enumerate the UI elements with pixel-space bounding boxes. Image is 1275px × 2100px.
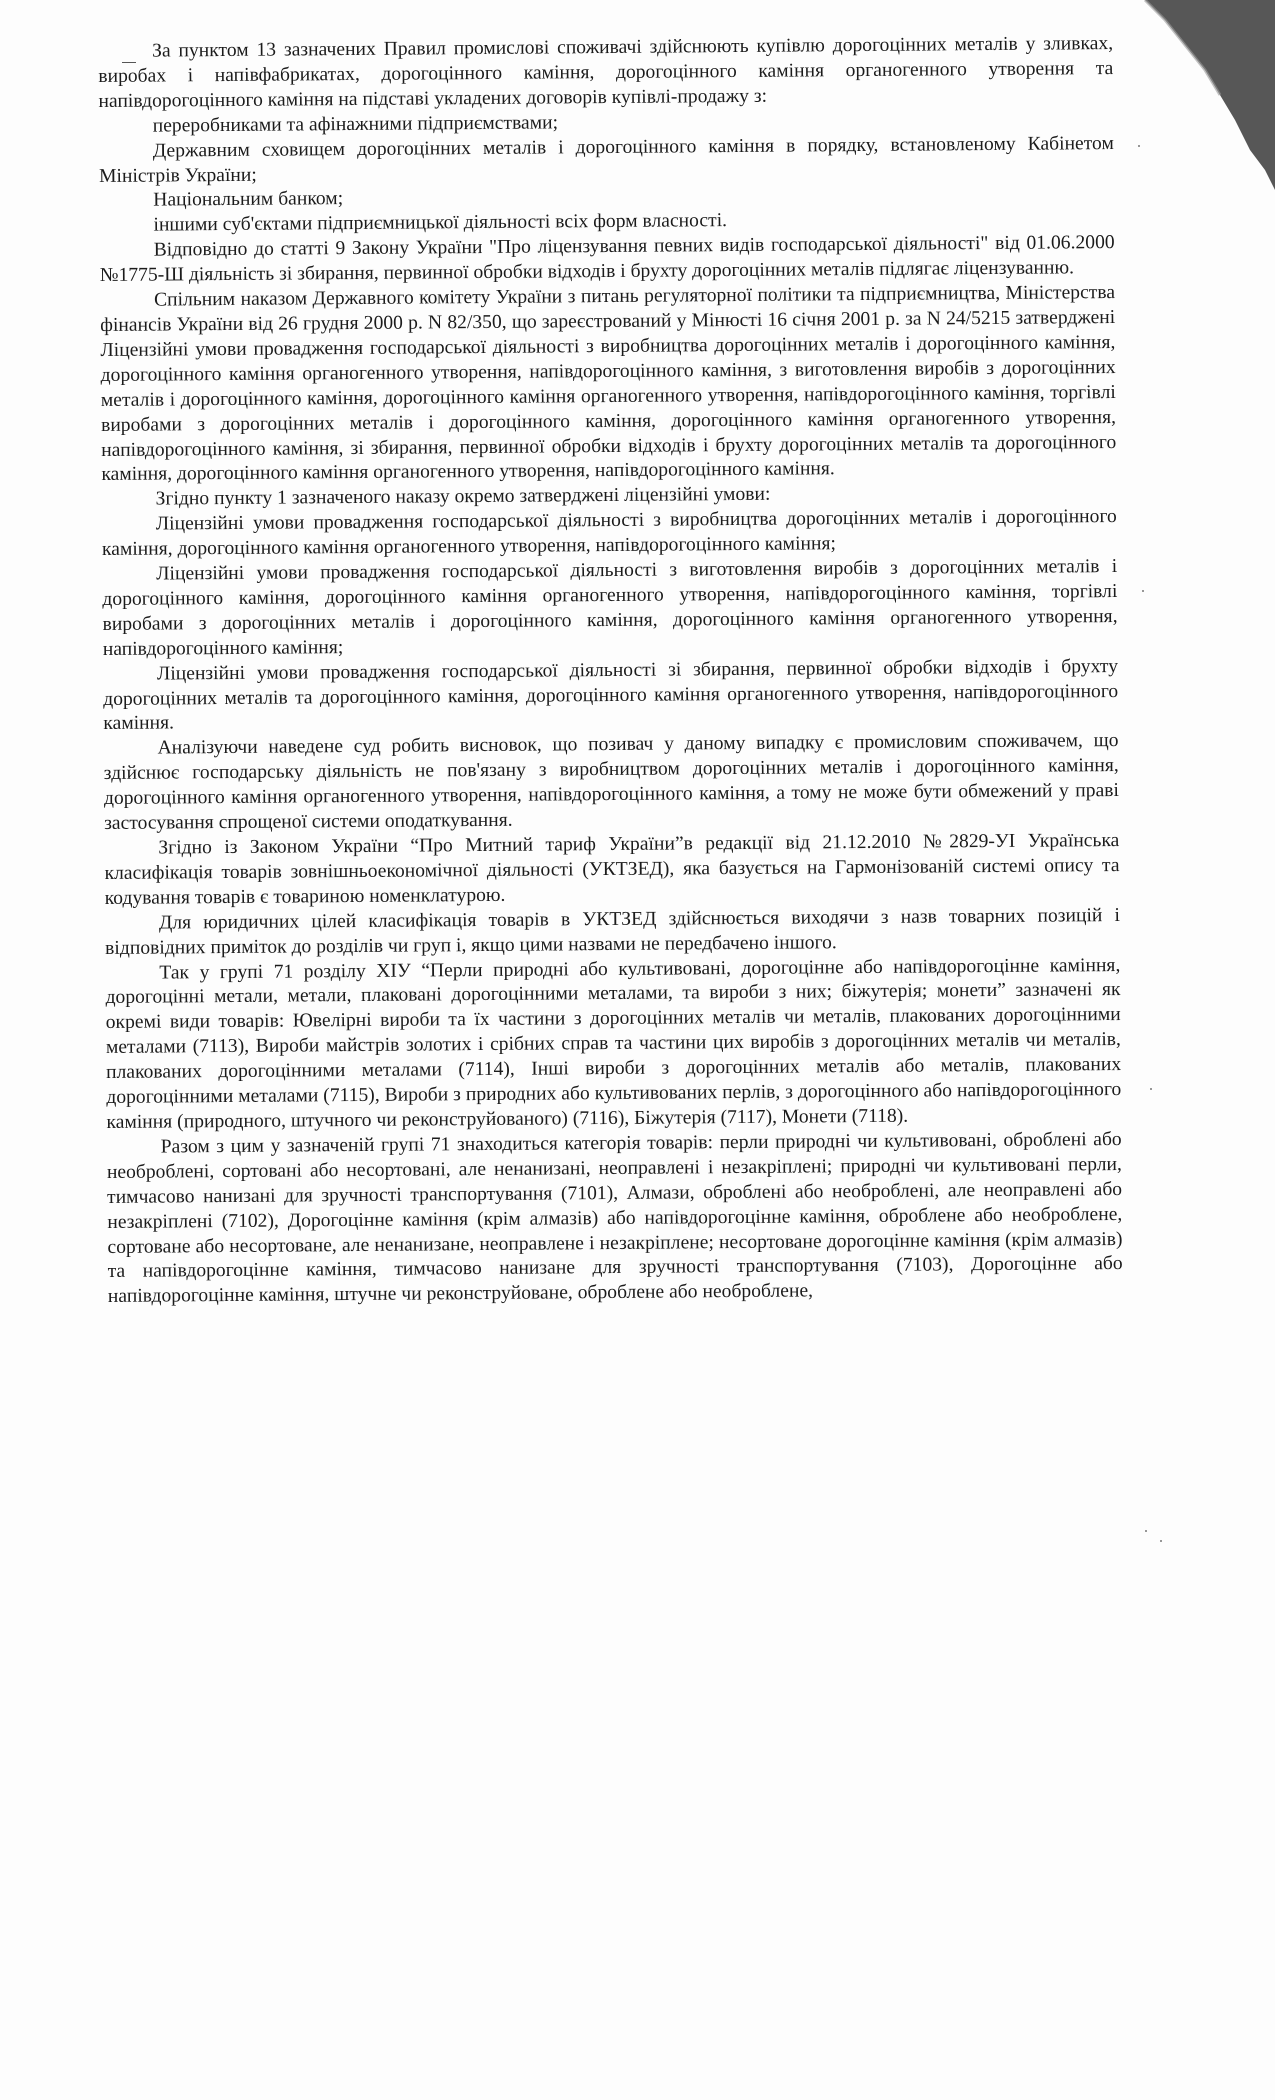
paragraph: Для юридичних цілей класифікація товарів в УКТЗЕД здійснюється виходячи з назв товарних позицій і відповідних приміток до розділів чи груп і, якщо цими назвами не передбачено іншого. [105, 904, 1120, 959]
document-body [98, 32, 1123, 1310]
scan-speck [1145, 1530, 1147, 1532]
scan-speck [1138, 145, 1140, 147]
paragraph: Так у групі 71 розділу ХІУ “Перли природні або культивовані, дорогоцінне або напівдорогоцінне каміння, дорогоцінні метали, метали, плаковані дорогоцінними металами, та вироби з них; біжутерія; монети” зазначені як окремі види товарів: Ювелірні вироби та їх частини з дорогоцінних металів чи металів, плакованих дорогоцінними металами (7113), Вироби майстрів золотих і срібних справ та частини цих виробів з дорогоцінних металів чи металів, плакованих дорогоцінними металами (7114), Інші вироби з дорогоцінних металів або металів, плакованих дорогоцінними металами (7115), Вироби з природних або культивованих перлів, з дорогоцінного або напівдорогоцінного каміння (природного, штучного чи реконструйованого) (7116), Біжутерія (7117), Монети (7118). [105, 954, 1122, 1133]
paragraph: Аналізуючи наведене суд робить висновок, що позивач у даному випадку є промисловим споживачем, що здійснює господарську діяльність не пов'язану з виробництвом дорогоцінних металів і дорогоцінного каміння, дорогоцінного каміння органогенного утворення, напівдорогоцінного каміння, а тому не може бути обмежений у праві застосування спрощеної системи оподаткування. [103, 730, 1120, 835]
scan-speck [1142, 590, 1144, 592]
scan-speck [1160, 1540, 1162, 1542]
list-item: переробниками та афінажними підприємствами; [152, 112, 559, 137]
paragraph: Відповідно до статті 9 Закону України "Про ліцензування певних видів господарської діяльності" від 01.06.2000 №1775-Ш діяльність зі збирання, первинної обробки відходів і брухту дорогоцінних металів підлягає ліцензуванню. [99, 232, 1115, 287]
paragraph: Згідно із Законом України “Про Митний тариф України”в редакції від 21.12.2010 №2829-УІ Українська класифікація товарів зовнішньоекономічної діяльності (УКТЗЕД), яка базується на Гармонізованій системі опису та кодування товарів є товариною номенклатурою. [104, 830, 1120, 909]
scan-shadow-mark [1125, 0, 1275, 190]
paragraph: За пунктом 13 зазначених Правил промислові споживачі здійснюють купівлю дорогоцінних металів у зливках, виробах і напівфабрикатах, дорогоцінного каміння, дорогоцінного каміння органогенного утворення та напівдорогоцінного каміння на підставі укладених договорів купівлі-продажу з: [98, 33, 1114, 112]
paragraph: Ліцензійні умови провадження господарської діяльності з виробництва дорогоцінних металів і дорогоцінного каміння, дорогоцінного каміння органогенного утворення, напівдорогоцінного каміння; [101, 506, 1117, 561]
paragraph: Спільним наказом Державного комітету України з питань регуляторної політики та підприємництва, Міністерства фінансів України від 26 грудня 2000 р. N 82/350, що зареєстрований у Мінюсті 16 січня 2001 р. за N 24/5215 затверджені Ліцензійні умови провадження господарської діяльності з виробництва дорогоцінних металів і дорогоцінного каміння, дорогоцінного каміння органогенного утворення, напівдорогоцінного каміння, з виготовлення виробів з дорогоцінних металів і дорогоцінного каміння, дорогоцінного каміння органогенного утворення, напівдорогоцінного каміння, торгівлі виробами з дорогоцінних металів і дорогоцінного каміння, дорогоцінного каміння органогенного утворення, напівдорогоцінного каміння, зі збирання, первинної обробки відходів і брухту дорогоцінних металів та дорогоцінного каміння, дорогоцінного каміння органогенного утворення, напівдорогоцінного каміння. [100, 282, 1117, 486]
paragraph: Державним сховищем дорогоцінних металів і дорогоцінного каміння в порядку, встановленому Кабінетом Міністрів України; [98, 132, 1114, 187]
scan-speck [1150, 1088, 1152, 1090]
list-item: Національним банком; [153, 188, 344, 212]
paragraph: Разом з цим у зазначеній групі 71 знаходиться категорія товарів: перли природні чи культивовані, оброблені або необроблені, сортовані або несортовані, але ненанизані, неоправлені і незакріплені; природні чи культивовані перли, тимчасово нанизані для зручності транспортування (7101), Алмази, оброблені або необроблені, але неоправлені або незакріплені (7102), Дорогоцінне каміння (крім алмазів) або напівдорогоцінне каміння, оброблене або необроблене, сортоване або несортоване, але ненанизане, неоправлене і незакріплене; несортоване дорогоцінне каміння (крім алмазів) та напівдорогоцінне каміння, тимчасово нанизане для зручності транспортування (7103), Дорогоцінне або напівдорогоцінне каміння, штучне чи реконструйоване, оброблене або необроблене, [106, 1128, 1123, 1308]
paragraph: Згідно пункту 1 зазначеного наказу окремо затверджені ліцензійні умови: [155, 484, 771, 510]
paragraph: Ліцензійні умови провадження господарської діяльності зі збирання, первинної обробки відходів і брухту дорогоцінних металів та дорогоцінного каміння, дорогоцінного каміння органогенного утворення, напівдорогоцінного каміння. [103, 655, 1119, 735]
list-item: іншими суб'єктами підприємницької діяльності всіх форм власності. [153, 210, 728, 236]
paragraph: Ліцензійні умови провадження господарської діяльності з виготовлення виробів з дорогоцінних металів і дорогоцінного каміння, дорогоцінного каміння органогенного утворення, напівдорогоцінного каміння, торгівлі виробами з дорогоцінних металів і дорогоцінного каміння, дорогоцінного каміння органогенного утворення, напівдорогоцінного каміння; [102, 556, 1118, 660]
